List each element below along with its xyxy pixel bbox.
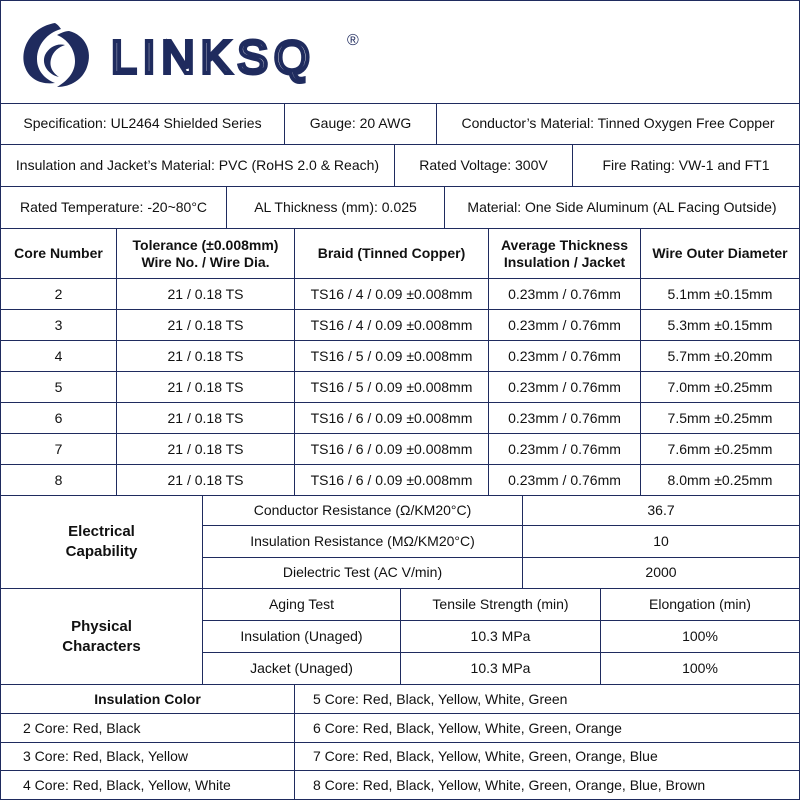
cell-core-number: 5 bbox=[1, 372, 117, 402]
cell-braid: TS16 / 5 / 0.09 ±0.008mm bbox=[295, 341, 489, 371]
header-core-number: Core Number bbox=[1, 229, 117, 278]
insulation-color-right bbox=[295, 685, 799, 799]
spec-row-1 bbox=[1, 103, 799, 145]
cell-avg-thickness: 0.23mm / 0.76mm bbox=[489, 403, 641, 433]
cell-braid: TS16 / 6 / 0.09 ±0.008mm bbox=[295, 403, 489, 433]
list-item: 7 Core: Red, Black, Yellow, White, Green, Orange, Blue bbox=[295, 743, 799, 772]
cell-outer-diameter: 8.0mm ±0.25mm bbox=[667, 471, 773, 488]
linksq-logo-icon bbox=[15, 15, 375, 95]
cell-braid: TS16 / 6 / 0.09 ±0.008mm bbox=[295, 434, 489, 464]
cell-avg-thickness: 0.23mm / 0.76mm bbox=[489, 434, 641, 464]
header-braid: Braid (Tinned Copper) bbox=[295, 229, 489, 278]
spec-conductor-material: Conductor’s Material: Tinned Oxygen Free Copper bbox=[461, 115, 775, 131]
spec-gauge: Gauge: 20 AWG bbox=[285, 103, 437, 144]
spec-row-2 bbox=[1, 145, 799, 187]
cell-outer-diameter: 5.7mm ±0.20mm bbox=[667, 347, 773, 364]
table-row: Insulation (Unaged) 10.3 MPa 100% bbox=[203, 621, 799, 653]
cell-braid: TS16 / 6 / 0.09 ±0.008mm bbox=[295, 465, 489, 495]
electrical-grid bbox=[203, 495, 799, 588]
spec-specification: Specification: UL2464 Shielded Series bbox=[1, 103, 285, 144]
electrical-title: Electrical Capability bbox=[1, 495, 203, 588]
insulation-color-title: Insulation Color bbox=[1, 685, 294, 714]
cell-avg-thickness: 0.23mm / 0.76mm bbox=[489, 279, 641, 309]
table-row bbox=[1, 465, 799, 496]
svg-text:®: ® bbox=[347, 32, 359, 49]
spec-material: Material: One Side Aluminum (AL Facing Outside) bbox=[467, 199, 777, 215]
physical-title: Physical Characters bbox=[1, 589, 203, 684]
table-row: Conductor Resistance (Ω/KM20°C) 36.7 bbox=[203, 495, 799, 526]
list-item: 3 Core: Red, Black, Yellow bbox=[1, 743, 294, 772]
table-row: Insulation Resistance (MΩ/KM20°C) 10 bbox=[203, 526, 799, 557]
table-row bbox=[1, 279, 799, 310]
table-row: Jacket (Unaged) 10.3 MPa 100% bbox=[203, 653, 799, 684]
list-item: 4 Core: Red, Black, Yellow, White bbox=[23, 777, 231, 794]
physical-grid bbox=[203, 589, 799, 684]
table-row bbox=[1, 434, 799, 465]
table-row: Aging Test Tensile Strength (min) Elongation (min) bbox=[203, 589, 799, 621]
brand-logo bbox=[15, 15, 375, 100]
spec-al-thickness: AL Thickness (mm): 0.025 bbox=[227, 187, 445, 228]
cell-outer-diameter: 5.1mm ±0.15mm bbox=[667, 285, 773, 302]
header bbox=[1, 1, 799, 104]
table-row bbox=[1, 341, 799, 372]
cell-outer-diameter: 7.0mm ±0.25mm bbox=[667, 378, 773, 395]
cell-core-number: 7 bbox=[1, 434, 117, 464]
cell-outer-diameter: 7.6mm ±0.25mm bbox=[667, 440, 773, 457]
header-tolerance: Tolerance (±0.008mm) Wire No. / Wire Dia. bbox=[117, 229, 295, 278]
table-row: Dielectric Test (AC V/min) 2000 bbox=[203, 558, 799, 588]
list-item: 6 Core: Red, Black, Yellow, White, Green, Orange bbox=[295, 714, 799, 743]
cell-core-number: 8 bbox=[1, 465, 117, 495]
table-row bbox=[1, 403, 799, 434]
cell-core-number: 6 bbox=[1, 403, 117, 433]
cell-braid: TS16 / 4 / 0.09 ±0.008mm bbox=[295, 310, 489, 340]
cell-outer-diameter: 5.3mm ±0.15mm bbox=[667, 316, 773, 333]
cell-core-number: 3 bbox=[1, 310, 117, 340]
insulation-color-section bbox=[1, 685, 799, 799]
brand-name: LINKSQ bbox=[111, 31, 316, 83]
list-item: 5 Core: Red, Black, Yellow, White, Green bbox=[295, 685, 799, 714]
spec-rated-temperature: Rated Temperature: -20~80°C bbox=[1, 187, 227, 228]
cell-wire-dia: 21 / 0.18 TS bbox=[117, 310, 295, 340]
physical-section bbox=[1, 589, 799, 685]
cell-outer-diameter: 7.5mm ±0.25mm bbox=[667, 409, 773, 426]
header-outer-diameter: Wire Outer Diameter bbox=[652, 245, 788, 261]
cell-braid: TS16 / 4 / 0.09 ±0.008mm bbox=[295, 279, 489, 309]
cell-wire-dia: 21 / 0.18 TS bbox=[117, 341, 295, 371]
cell-avg-thickness: 0.23mm / 0.76mm bbox=[489, 372, 641, 402]
cell-core-number: 4 bbox=[1, 341, 117, 371]
spec-insulation-material: Insulation and Jacket’s Material: PVC (RoHS 2.0 & Reach) bbox=[1, 145, 395, 186]
cell-wire-dia: 21 / 0.18 TS bbox=[117, 372, 295, 402]
list-item: 2 Core: Red, Black bbox=[1, 714, 294, 743]
cell-wire-dia: 21 / 0.18 TS bbox=[117, 403, 295, 433]
table-row bbox=[1, 310, 799, 341]
cell-avg-thickness: 0.23mm / 0.76mm bbox=[489, 341, 641, 371]
cell-braid: TS16 / 5 / 0.09 ±0.008mm bbox=[295, 372, 489, 402]
core-table-header bbox=[1, 229, 799, 279]
table-row bbox=[1, 372, 799, 403]
spec-fire-rating: Fire Rating: VW-1 and FT1 bbox=[602, 157, 770, 173]
list-item: 8 Core: Red, Black, Yellow, White, Green, Orange, Blue, Brown bbox=[313, 777, 706, 794]
spec-rated-voltage: Rated Voltage: 300V bbox=[395, 145, 573, 186]
cell-avg-thickness: 0.23mm / 0.76mm bbox=[489, 465, 641, 495]
cell-wire-dia: 21 / 0.18 TS bbox=[117, 465, 295, 495]
electrical-section bbox=[1, 495, 799, 589]
cell-core-number: 2 bbox=[1, 279, 117, 309]
insulation-color-left bbox=[1, 685, 295, 799]
cell-avg-thickness: 0.23mm / 0.76mm bbox=[489, 310, 641, 340]
cell-wire-dia: 21 / 0.18 TS bbox=[117, 434, 295, 464]
spec-row-3 bbox=[1, 187, 799, 229]
cell-wire-dia: 21 / 0.18 TS bbox=[117, 279, 295, 309]
header-average-thickness: Average Thickness Insulation / Jacket bbox=[489, 229, 641, 278]
